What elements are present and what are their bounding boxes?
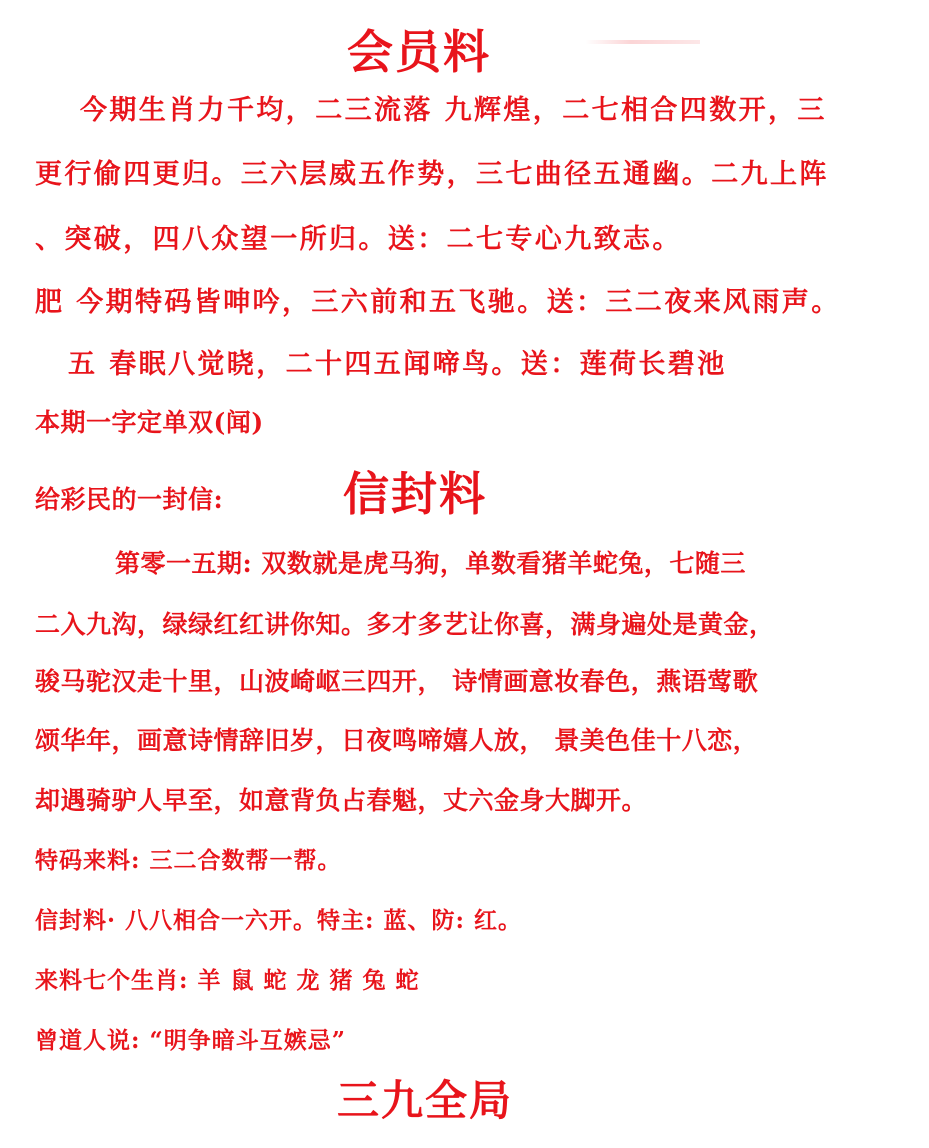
envelope-line-4: 颂华年，画意诗情辞旧岁，日夜鸣啼嬉人放， 景美色佳十八恋， (35, 726, 759, 755)
member-line-3: 、突破，四八众望一所归。送：二七专心九致志。 (35, 224, 682, 255)
footer-title: 三九全局 (337, 1076, 514, 1125)
envelope-line-9: 曾道人说: “明争暗斗互嫉忌” (35, 1027, 346, 1054)
member-line-5: 五 春眠八觉晓，二十四五闻啼鸟。送：莲荷长碧池 (68, 349, 727, 380)
section-title-envelope: 信封料 (343, 467, 487, 521)
envelope-line-7: 信封料· 八八相合一六开。特主: 蓝、防: 红。 (35, 907, 523, 934)
decorative-smudge (585, 40, 700, 44)
envelope-line-6: 特码来料: 三二合数帮一帮。 (35, 847, 342, 874)
member-line-1: 今期生肖力千均，二三流落 九辉煌，二七相合四数开，三 (80, 95, 827, 126)
section-title-member: 会员料 (347, 25, 491, 79)
envelope-line-5: 却遇骑驴人早至，如意背负占春魁，丈六金身大脚开。 (35, 786, 648, 815)
envelope-line-1: 第零一五期: 双数就是虎马狗，单数看猪羊蛇兔，七随三 (115, 549, 746, 578)
member-line-4: 肥 今期特码皆呻吟，三六前和五飞驰。送：三二夜来风雨声。 (35, 287, 841, 318)
envelope-line-8: 来料七个生肖: 羊 鼠 蛇 龙 猪 兔 蛇 (35, 967, 420, 994)
envelope-line-3: 骏马驼汉走十里，山波崎岖三四开， 诗情画意妆春色，燕语莺歌 (35, 667, 759, 696)
member-line-6: 本期一字定单双(闻) (35, 408, 264, 437)
envelope-line-2: 二入九沟，绿绿红红讲你知。多才多艺让你喜，满身遍处是黄金， (35, 610, 775, 639)
letter-prefix: 给彩民的一封信: (35, 485, 224, 514)
member-line-2: 更行偷四更归。三六层威五作势，三七曲径五通幽。二九上阵 (35, 159, 829, 190)
